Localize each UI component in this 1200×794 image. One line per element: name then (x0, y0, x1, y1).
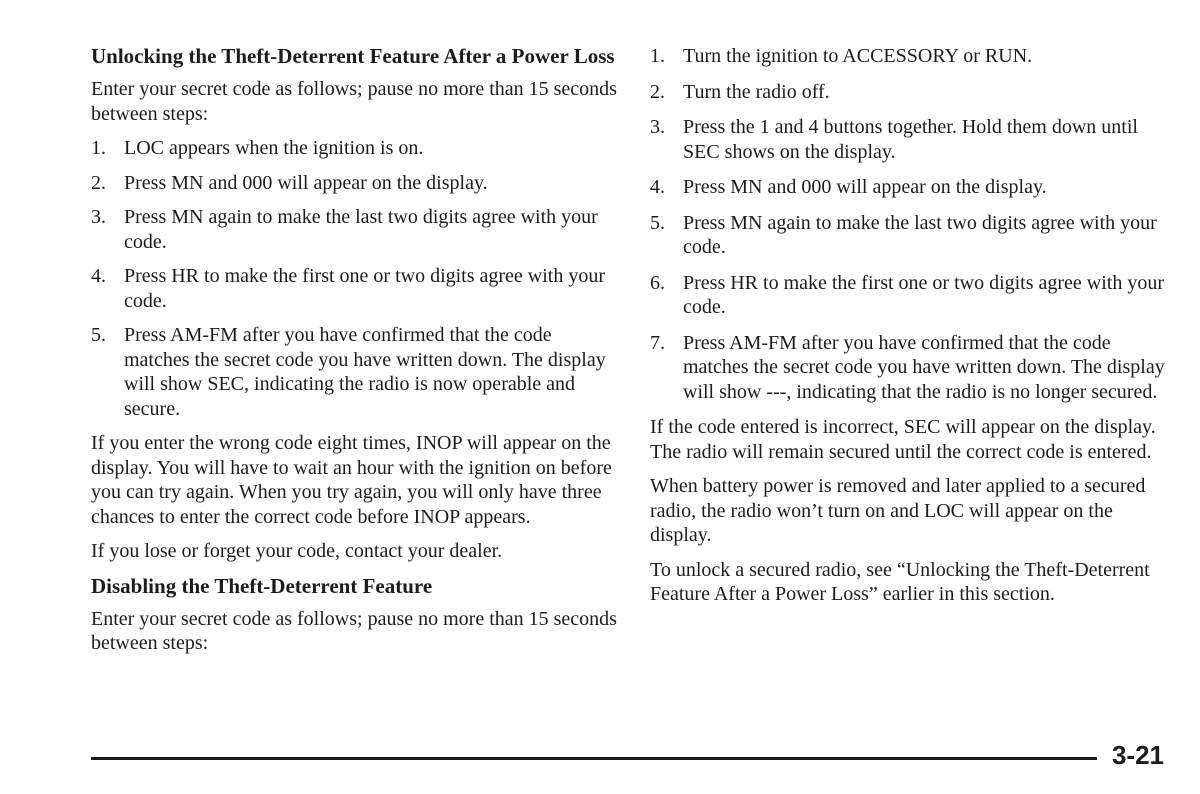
step-number: 5. (650, 211, 665, 234)
list-item (650, 44, 1170, 69)
unlock-heading: Unlocking the Theft-Deterrent Feature After a Power Loss (91, 44, 615, 68)
list-item (91, 136, 621, 161)
unlock-steps-list (91, 136, 621, 421)
step-text: Press MN and 000 will appear on the display. (683, 176, 1047, 198)
list-item (91, 264, 621, 313)
step-number: 4. (91, 265, 106, 287)
step-text: Press AM-FM after you have confirmed that the code matches the secret code you have written down. The display will show ---, indicating that the radio is no longer secured. (683, 331, 1165, 403)
list-item (91, 171, 621, 196)
list-item (650, 211, 1170, 260)
disable-steps-list (650, 44, 1170, 404)
step-number: 3. (650, 116, 665, 138)
list-item (650, 175, 1170, 200)
footer-rule (91, 757, 1097, 760)
step-number: 1. (91, 137, 106, 159)
step-number: 3. (91, 206, 106, 228)
unlock-intro: Enter your secret code as follows; pause no more than 15 seconds between steps: (91, 78, 617, 125)
list-item (650, 271, 1170, 320)
page-number: 3-21 (1111, 740, 1164, 770)
step-number: 4. (650, 176, 665, 198)
step-text: Press MN and 000 will appear on the display. (124, 171, 488, 194)
step-text: Press MN again to make the last two digits agree with your code. (683, 211, 1157, 258)
step-text: Press AM-FM after you have confirmed that the code matches the secret code you have written down. The display will show SEC, indicating the radio is now operable and secure. (124, 324, 606, 420)
step-text: Press HR to make the first one or two digits agree with your code. (124, 265, 606, 312)
step-number: 7. (650, 331, 665, 354)
step-text: LOC appears when the ignition is on. (124, 137, 424, 159)
list-item (650, 115, 1170, 164)
disable-intro: Enter your secret code as follows; pause no more than 15 seconds between steps: (91, 607, 617, 654)
step-text: Turn the radio off. (683, 80, 830, 103)
left-column (91, 44, 621, 666)
right-column (650, 44, 1170, 617)
incorrect-code-paragraph: If the code entered is incorrect, SEC will appear on the display. The radio will remain secured until the correct code is entered. (650, 416, 1156, 463)
step-text: Press HR to make the first one or two digits agree with your code. (683, 271, 1165, 318)
list-item (650, 80, 1170, 105)
step-text: Press the 1 and 4 buttons together. Hold them down until SEC shows on the display. (683, 116, 1138, 163)
lose-code-paragraph: If you lose or forget your code, contact your dealer. (91, 540, 503, 562)
step-text: Press MN again to make the last two digits agree with your code. (124, 206, 598, 253)
step-number: 2. (650, 80, 665, 103)
step-number: 2. (91, 171, 106, 194)
wrong-code-paragraph: If you enter the wrong code eight times, INOP will appear on the display. You will have to wait an hour with the ignition on before you can try again. When you try again, you will only have three chances to enter the correct code before INOP appears. (91, 432, 612, 528)
unlock-reference-paragraph: To unlock a secured radio, see “Unlocking the Theft-Deterrent Feature After a Power Loss” earlier in this section. (650, 558, 1150, 605)
step-number: 5. (91, 324, 106, 346)
list-item (650, 331, 1170, 405)
step-number: 6. (650, 271, 665, 294)
step-number: 1. (650, 45, 665, 67)
list-item (91, 323, 621, 421)
battery-power-paragraph: When battery power is removed and later applied to a secured radio, the radio won’t turn on and LOC will appear on the display. (650, 475, 1146, 546)
step-text: Turn the ignition to ACCESSORY or RUN. (683, 45, 1033, 67)
list-item (91, 205, 621, 254)
disable-heading: Disabling the Theft-Deterrent Feature (91, 573, 433, 598)
